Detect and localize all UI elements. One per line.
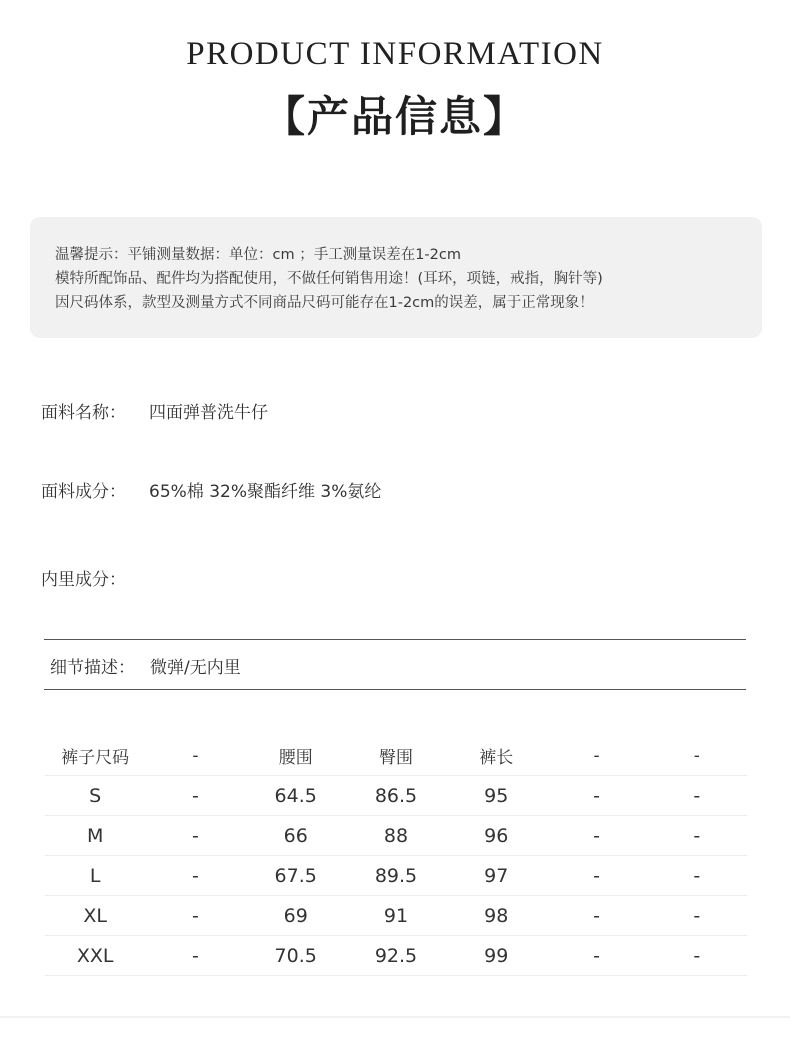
size-table-header xyxy=(45,736,747,776)
detail-row xyxy=(50,653,241,678)
table-cell: 89.5 xyxy=(346,856,446,896)
table-cell: 69 xyxy=(246,896,346,936)
table-cell: S xyxy=(45,776,145,816)
table-cell: 86.5 xyxy=(346,776,446,816)
table-cell: - xyxy=(546,776,646,816)
table-cell: 91 xyxy=(346,896,446,936)
table-cell: - xyxy=(647,776,747,816)
header-cell: - xyxy=(546,736,646,776)
table-row xyxy=(45,936,747,976)
table-cell: M xyxy=(45,816,145,856)
table-cell: L xyxy=(45,856,145,896)
table-cell: - xyxy=(145,896,245,936)
header-cell: 腰围 xyxy=(246,736,346,776)
table-row xyxy=(45,896,747,936)
fabric-name-value: 四面弹普洗牛仔 xyxy=(149,403,268,423)
header-cell: 裤长 xyxy=(446,736,546,776)
table-cell: - xyxy=(546,816,646,856)
table-cell: 97 xyxy=(446,856,546,896)
table-cell: - xyxy=(647,936,747,976)
table-cell: 70.5 xyxy=(246,936,346,976)
table-cell: 64.5 xyxy=(246,776,346,816)
notice-box xyxy=(30,217,762,338)
divider-top xyxy=(44,639,746,640)
page-title-en: PRODUCT INFORMATION xyxy=(186,36,604,72)
fabric-composition-label: 面料成分： xyxy=(41,482,126,502)
header-cell: - xyxy=(145,736,245,776)
table-cell: 96 xyxy=(446,816,546,856)
table-cell: - xyxy=(145,936,245,976)
size-table xyxy=(45,736,747,976)
lining-composition-label: 内里成分： xyxy=(41,570,126,590)
lining-composition-row xyxy=(41,565,149,590)
table-cell: - xyxy=(546,936,646,976)
notice-line: 因尺码体系，款型及测量方式不同商品尺码可能存在1-2cm的误差，属于正常现象！ xyxy=(55,295,594,311)
fabric-composition-row xyxy=(41,477,381,502)
table-row xyxy=(45,856,747,896)
table-cell: 95 xyxy=(446,776,546,816)
table-cell: 67.5 xyxy=(246,856,346,896)
table-cell: - xyxy=(647,856,747,896)
table-cell: - xyxy=(546,896,646,936)
table-row xyxy=(45,816,747,856)
table-cell: XXL xyxy=(45,936,145,976)
table-cell: - xyxy=(546,856,646,896)
fabric-composition-value: 65%棉 32%聚酯纤维 3%氨纶 xyxy=(149,482,382,502)
header-cell: 裤子尺码 xyxy=(45,736,145,776)
detail-value: 微弹/无内里 xyxy=(150,658,241,678)
table-cell: 66 xyxy=(246,816,346,856)
table-cell: 98 xyxy=(446,896,546,936)
table-cell: - xyxy=(145,816,245,856)
table-cell: - xyxy=(145,856,245,896)
table-row xyxy=(45,776,747,816)
divider-bottom xyxy=(44,689,746,690)
header-cell: - xyxy=(647,736,747,776)
table-cell: - xyxy=(145,776,245,816)
table-cell: - xyxy=(647,896,747,936)
fabric-name-row xyxy=(41,398,268,423)
table-cell: - xyxy=(647,816,747,856)
table-cell: XL xyxy=(45,896,145,936)
notice-line: 模特所配饰品、配件均为搭配使用，不做任何销售用途！(耳环，项链，戒指，胸针等) xyxy=(55,271,603,287)
page-title-cn: 【产品信息】 xyxy=(262,92,527,141)
table-cell: 88 xyxy=(346,816,446,856)
header-cell: 臀围 xyxy=(346,736,446,776)
table-cell: 99 xyxy=(446,936,546,976)
table-cell: 92.5 xyxy=(346,936,446,976)
fabric-name-label: 面料名称： xyxy=(41,403,126,423)
bottom-divider xyxy=(0,1016,790,1018)
notice-line: 温馨提示：平铺测量数据：单位：cm ；手工测量误差在1-2cm xyxy=(55,247,461,263)
detail-label: 细节描述： xyxy=(50,658,135,678)
